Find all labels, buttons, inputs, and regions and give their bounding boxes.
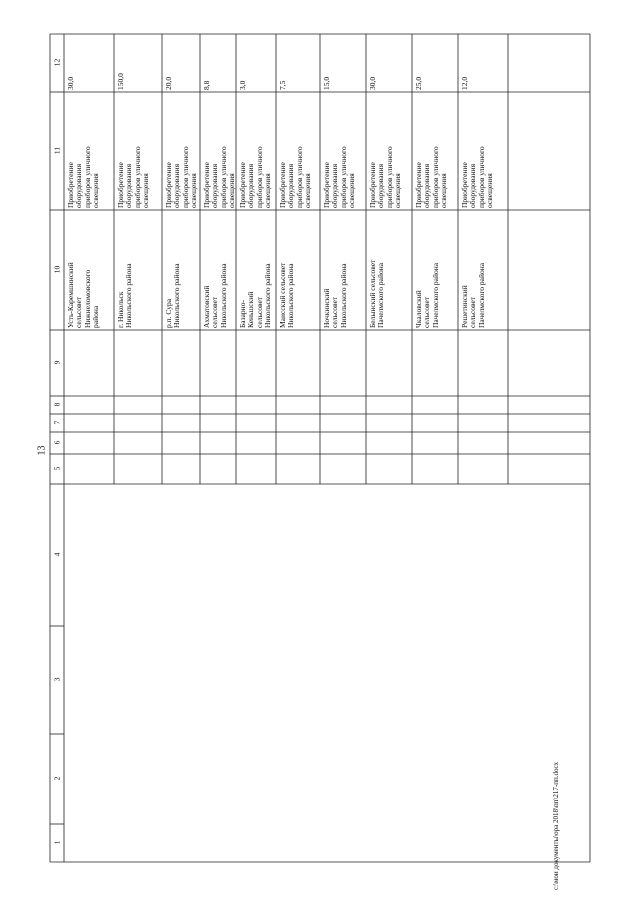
document-table <box>50 34 590 862</box>
cell-recipient: Маисский сельсовет Никольского района <box>278 262 296 328</box>
footer-file-path: c:\мои документы\ора 2018\пп\217-пп.docx <box>552 761 560 890</box>
cell-recipient: р.п. Сура Никольского района <box>164 263 182 328</box>
cell-amount: 12,0 <box>460 76 469 90</box>
cell-recipient: Усть-Каремшинский сельсовет Нижнеломовского района <box>66 262 100 328</box>
cell-amount: 3,0 <box>238 80 247 90</box>
cell-purpose: Приобретение оборудования приборов уличного освещения <box>278 146 312 208</box>
cell-recipient: Решетинский сельсовет Пачелмского района <box>460 262 486 328</box>
column-header-1: 1 <box>52 840 62 845</box>
cell-amount: 20,0 <box>164 76 173 90</box>
cell-purpose: Приобретение оборудования приборов уличного освещения <box>460 146 494 208</box>
column-header-8: 8 <box>52 402 62 407</box>
cell-amount: 150,0 <box>116 73 125 90</box>
cell-purpose: Приобретение оборудования приборов уличного освещения <box>202 146 236 208</box>
column-header-11: 11 <box>52 146 62 155</box>
cell-recipient: Ахматовский сельсовет Никольского района <box>202 263 228 328</box>
cell-purpose: Приобретение оборудования приборов уличного освещения <box>368 146 402 208</box>
cell-recipient: г. Никольск Никольского района <box>116 263 134 328</box>
cell-purpose: Приобретение оборудования приборов уличного освещения <box>322 146 356 208</box>
cell-amount: 25,0 <box>414 76 423 90</box>
cell-amount: 30,0 <box>368 76 377 90</box>
cell-purpose: Приобретение оборудования приборов уличного освещения <box>414 146 448 208</box>
page-number: 13 <box>36 445 48 456</box>
column-header-9: 9 <box>52 360 62 365</box>
cell-recipient: Белынский сельсовет Пачелмского района <box>368 259 386 328</box>
cell-recipient: Чкаловский сельсовет Пачелмского района <box>414 262 440 328</box>
column-header-4: 4 <box>52 552 62 557</box>
cell-purpose: Приобретение оборудования приборов уличного освещения <box>66 146 100 208</box>
cell-amount: 7,5 <box>278 80 287 90</box>
cell-amount: 15,0 <box>322 76 331 90</box>
column-header-12: 12 <box>52 58 62 67</box>
cell-amount: 8,8 <box>202 80 211 90</box>
column-header-7: 7 <box>52 420 62 425</box>
cell-purpose: Приобретение оборудования приборов уличного освещения <box>238 146 272 208</box>
column-header-6: 6 <box>52 440 62 445</box>
column-header-3: 3 <box>52 677 62 682</box>
cell-purpose: Приобретение оборудования приборов уличного освещения <box>164 146 198 208</box>
cell-recipient: Базарно- Кеньшский сельсовет Никольского района <box>238 263 272 328</box>
cell-amount: 30,0 <box>66 76 75 90</box>
column-header-5: 5 <box>52 466 62 471</box>
column-header-10: 10 <box>52 265 62 274</box>
cell-purpose: Приобретение оборудования приборов уличного освещения <box>116 146 150 208</box>
column-header-2: 2 <box>52 776 62 781</box>
cell-recipient: Ночкинский сельсовет Никольского района <box>322 263 348 328</box>
